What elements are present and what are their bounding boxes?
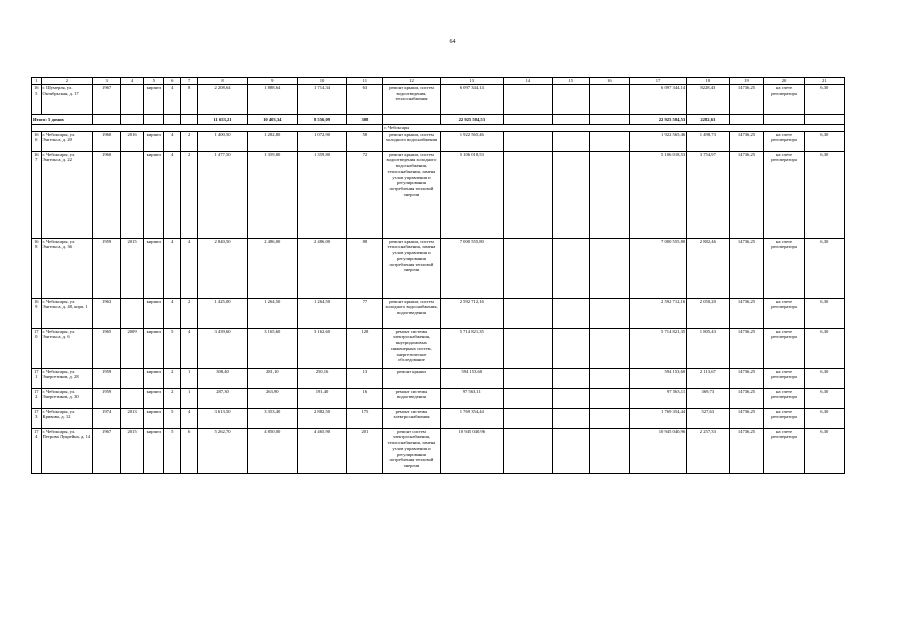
residents-count-cell: 128: [347, 328, 383, 368]
works-cell: ремонт систем электроснабжения, теплоснабжения, замена узлов управления и регулирования потребления тепловой энергии: [383, 428, 440, 473]
max-cost-cell: 14736,25: [729, 328, 764, 368]
overhaul-register-table: [31, 77, 845, 474]
row-number: 170: [32, 328, 42, 368]
column-number: 7: [181, 78, 198, 85]
residents-count-cell: 58: [347, 131, 383, 151]
total-unit-cost: 2282,63: [687, 115, 729, 125]
residents-area-cell: 2 486,00: [297, 238, 347, 298]
wall-material-cell: кирпич: [144, 328, 164, 368]
empty-cell: [552, 238, 589, 298]
total-area-cell: 2 208,64: [198, 85, 248, 115]
cost-cell: 10 945 040,96: [440, 428, 504, 473]
apartments-area-cell: 281,10: [247, 368, 297, 388]
empty-cell: [504, 368, 553, 388]
residents-count-cell: 63: [347, 85, 383, 115]
city-heading: г. Чебоксары: [383, 125, 845, 132]
table-row: [32, 85, 845, 115]
column-number: 13: [440, 78, 504, 85]
residents-area-cell: 4 465,90: [297, 428, 347, 473]
apartments-area-cell: 2 486,00: [247, 238, 297, 298]
c21-cell: 6,30: [804, 328, 844, 368]
residents-count-cell: 175: [347, 408, 383, 428]
empty-cell: [552, 408, 589, 428]
cost-cell: 1 769 354,44: [440, 408, 504, 428]
unit-cost-cell: 1 805,43: [687, 328, 729, 368]
fund-method-cell: на счете регоператора: [764, 328, 804, 368]
wall-material-cell: кирпич: [144, 238, 164, 298]
unit-cost-cell: 8228,43: [687, 85, 729, 115]
fund-method-cell: на счете регоператора: [764, 428, 804, 473]
empty-cell: [504, 408, 553, 428]
floors-cell: 2: [164, 368, 181, 388]
year-built-cell: 1959: [93, 388, 121, 408]
residents-area-cell: 1 359,80: [297, 151, 347, 238]
owners-cost-cell: 97 563,11: [630, 388, 687, 408]
cost-cell: 2 592 712,16: [440, 298, 504, 328]
wall-material-cell: кирпич: [144, 388, 164, 408]
unit-cost-cell: 2 257,33: [687, 428, 729, 473]
wall-material-cell: кирпич: [144, 131, 164, 151]
year-overhaul-cell: [120, 151, 143, 238]
max-cost-cell: 14736,25: [729, 298, 764, 328]
column-number: 19: [729, 78, 764, 85]
floors-cell: 4: [164, 238, 181, 298]
residents-area-cell: 1 072,90: [297, 131, 347, 151]
column-number: 1: [32, 78, 42, 85]
apartments-area-cell: 1 264,50: [247, 298, 297, 328]
empty-cell: [552, 328, 589, 368]
column-number: 5: [144, 78, 164, 85]
total-area-cell: 308,40: [198, 368, 248, 388]
total-residents-area: 8 556,09: [297, 115, 347, 125]
cost-cell: 5 714 821,35: [440, 328, 504, 368]
c21-cell: 6,30: [804, 368, 844, 388]
total-area-cell: 287,30: [198, 388, 248, 408]
empty-cell: [589, 85, 629, 115]
unit-cost-cell: 2 882,46: [687, 238, 729, 298]
empty-cell: [589, 408, 629, 428]
entrances-cell: 4: [181, 238, 198, 298]
works-cell: ремонт системы водоотведения: [383, 388, 440, 408]
year-overhaul-cell: 2013: [120, 408, 143, 428]
max-cost-cell: 14736,25: [729, 408, 764, 428]
address-cell: г. Чебоксары, ул. Энгельса, д. 20: [41, 131, 93, 151]
unit-cost-cell: 369,73: [687, 388, 729, 408]
entrances-cell: 6: [181, 428, 198, 473]
wall-material-cell: кирпич: [144, 85, 164, 115]
floors-cell: 4: [164, 151, 181, 238]
total-row: [32, 115, 845, 125]
floors-cell: 5: [164, 408, 181, 428]
year-built-cell: 1965: [93, 328, 121, 368]
column-number: 21: [804, 78, 844, 85]
entrances-cell: 2: [181, 131, 198, 151]
max-cost-cell: 14736,25: [729, 238, 764, 298]
apartments-area-cell: 263,90: [247, 388, 297, 408]
empty-cell: [552, 131, 589, 151]
floors-cell: 2: [164, 388, 181, 408]
empty-cell: [552, 388, 589, 408]
empty-cell: [504, 151, 553, 238]
empty-cell: [589, 131, 629, 151]
column-number: 17: [630, 78, 687, 85]
cost-cell: 1 922 565,46: [440, 131, 504, 151]
entrances-cell: 4: [181, 328, 198, 368]
row-number: 165: [32, 85, 42, 115]
works-cell: ремонт крыши, систем теплоснабжения, замена узлов управления и регулирования потребления тепловой энергии: [383, 238, 440, 298]
c21-cell: 6,30: [804, 428, 844, 473]
works-cell: ремонт крыши, систем холодного водоснабжения, водоотведения: [383, 298, 440, 328]
floors-cell: 5: [164, 428, 181, 473]
unit-cost-cell: 527,63: [687, 408, 729, 428]
cost-cell: 7 000 555,80: [440, 238, 504, 298]
c21-cell: 6,30: [804, 85, 844, 115]
c21-cell: 6,30: [804, 238, 844, 298]
works-cell: ремонт крыши, систем водоотведения, теплоснабжения: [383, 85, 440, 115]
total-area: 11 653,21: [198, 115, 248, 125]
column-number: 10: [297, 78, 347, 85]
total-area-cell: 1 425,00: [198, 298, 248, 328]
wall-material-cell: кирпич: [144, 408, 164, 428]
c21-cell: 6,30: [804, 131, 844, 151]
year-built-cell: 1960: [93, 131, 121, 151]
address-cell: г. Шумерля, ул. Октябрьская, д. 17: [41, 85, 93, 115]
empty-cell: [589, 388, 629, 408]
year-built-cell: 1960: [93, 151, 121, 238]
owners-cost-cell: 1 922 565,46: [630, 131, 687, 151]
year-built-cell: 1959: [93, 238, 121, 298]
column-number: 9: [247, 78, 297, 85]
cost-cell: 5 106 018,53: [440, 151, 504, 238]
row-number: 174: [32, 428, 42, 473]
table-row: [32, 388, 845, 408]
row-number: 173: [32, 408, 42, 428]
floors-cell: 4: [164, 85, 181, 115]
max-cost-cell: 14736,25: [729, 131, 764, 151]
year-built-cell: 1974: [93, 408, 121, 428]
empty-cell: [504, 85, 553, 115]
empty-cell: [589, 298, 629, 328]
unit-cost-cell: 2 050,20: [687, 298, 729, 328]
owners-cost-cell: 2 592 712,16: [630, 298, 687, 328]
residents-count-cell: 88: [347, 238, 383, 298]
max-cost-cell: 14736,25: [729, 85, 764, 115]
empty-cell: [552, 85, 589, 115]
cost-cell: 6 097 344,14: [440, 85, 504, 115]
residents-area-cell: 1 264,50: [297, 298, 347, 328]
c21-cell: 6,30: [804, 298, 844, 328]
empty-cell: [504, 388, 553, 408]
owners-cost-cell: 5 106 018,53: [630, 151, 687, 238]
column-number: 3: [93, 78, 121, 85]
max-cost-cell: 14736,25: [729, 428, 764, 473]
apartments-area-cell: 4 850,00: [247, 428, 297, 473]
table-row: [32, 408, 845, 428]
table-row: [32, 328, 845, 368]
table-row: [32, 131, 845, 151]
works-cell: ремонт крыши, систем водоотведения холодного водоснабжения, теплоснабжения, замена узлов управления и регулирования потребления тепловой энергии: [383, 151, 440, 238]
apartments-area-cell: 3 353,40: [247, 408, 297, 428]
column-number: 11: [347, 78, 383, 85]
year-built-cell: 1967: [93, 428, 121, 473]
address-cell: г. Чебоксары, ул. Кривова, д. 12: [41, 408, 93, 428]
column-number: 8: [198, 78, 248, 85]
empty-cell: [552, 151, 589, 238]
column-number: 2: [41, 78, 93, 85]
fund-method-cell: на счете регоператора: [764, 238, 804, 298]
year-built-cell: 1959: [93, 368, 121, 388]
floors-cell: 5: [164, 328, 181, 368]
column-number: 18: [687, 78, 729, 85]
works-cell: ремонт крыши: [383, 368, 440, 388]
year-overhaul-cell: [120, 368, 143, 388]
works-cell: ремонт системы электроснабжения: [383, 408, 440, 428]
fund-method-cell: на счете регоператора: [764, 368, 804, 388]
year-overhaul-cell: 2015: [120, 238, 143, 298]
fund-method-cell: на счете регоператора: [764, 151, 804, 238]
row-number: 167: [32, 151, 42, 238]
empty-cell: [504, 298, 553, 328]
address-cell: г. Чебоксары, ул. Энгельса, д. 48, корп. 1: [41, 298, 93, 328]
row-number: 166: [32, 131, 42, 151]
entrances-cell: 2: [181, 298, 198, 328]
total-label: Итого: 5 домов: [32, 115, 93, 125]
max-cost-cell: 14736,25: [729, 151, 764, 238]
empty-cell: [504, 428, 553, 473]
year-built-cell: 1967: [93, 85, 121, 115]
entrances-cell: 4: [181, 408, 198, 428]
address-cell: г. Чебоксары, ул. Энгельса, д. 36: [41, 238, 93, 298]
empty-cell: [552, 428, 589, 473]
total-area-cell: 3 439,60: [198, 328, 248, 368]
residents-count-cell: 72: [347, 151, 383, 238]
wall-material-cell: кирпич: [144, 368, 164, 388]
year-built-cell: 1963: [93, 298, 121, 328]
residents-area-cell: 1 714,34: [297, 85, 347, 115]
fund-method-cell: на счете регоператора: [764, 408, 804, 428]
column-number: 20: [764, 78, 804, 85]
entrances-cell: 1: [181, 388, 198, 408]
empty-cell: [589, 238, 629, 298]
year-overhaul-cell: 2016: [120, 131, 143, 151]
unit-cost-cell: 1 498,73: [687, 131, 729, 151]
column-number-row: [32, 78, 845, 85]
c21-cell: 6,30: [804, 388, 844, 408]
column-number: 14: [504, 78, 553, 85]
residents-count-cell: 201: [347, 428, 383, 473]
unit-cost-cell: 3 754,97: [687, 151, 729, 238]
empty-cell: [552, 368, 589, 388]
row-number: 171: [32, 368, 42, 388]
fund-method-cell: на счете регоператора: [764, 85, 804, 115]
apartments-area-cell: 1 359,80: [247, 151, 297, 238]
total-area-cell: 5 262,70: [198, 428, 248, 473]
cost-cell: 97 563,11: [440, 388, 504, 408]
residents-area-cell: 3 162,60: [297, 328, 347, 368]
floors-cell: 4: [164, 298, 181, 328]
address-cell: г. Чебоксары, ул. Энгельса, д. 22: [41, 151, 93, 238]
empty-cell: [589, 368, 629, 388]
owners-cost-cell: 594 153,60: [630, 368, 687, 388]
empty-cell: [589, 428, 629, 473]
residents-area-cell: 2 882,50: [297, 408, 347, 428]
apartments-area-cell: 1 888,64: [247, 85, 297, 115]
floors-cell: 4: [164, 131, 181, 151]
table-row: [32, 151, 845, 238]
total-apartments-area: 10 403,34: [247, 115, 297, 125]
empty-cell: [552, 298, 589, 328]
residents-count-cell: 13: [347, 368, 383, 388]
table-row: [32, 428, 845, 473]
year-overhaul-cell: 2009: [120, 328, 143, 368]
table-row: [32, 238, 845, 298]
fund-method-cell: на счете регоператора: [764, 298, 804, 328]
column-number: 6: [164, 78, 181, 85]
empty-cell: [589, 151, 629, 238]
works-cell: ремонт системы электроснабжения, внутридомовых инженерных систем, энергетическое обследование: [383, 328, 440, 368]
total-area-cell: 1 477,50: [198, 151, 248, 238]
column-number: 12: [383, 78, 440, 85]
wall-material-cell: кирпич: [144, 298, 164, 328]
owners-cost-cell: 6 097 344,14: [630, 85, 687, 115]
row-number: 168: [32, 238, 42, 298]
address-cell: г. Чебоксары, ул. Энергетиков, д. 28: [41, 368, 93, 388]
total-cost: 22 925 584,53: [440, 115, 504, 125]
owners-cost-cell: 7 000 555,80: [630, 238, 687, 298]
address-cell: г. Чебоксары, ул. Петрова Лукрейна, д. 14: [41, 428, 93, 473]
owners-cost-cell: 5 714 821,35: [630, 328, 687, 368]
city-heading-row: [32, 125, 845, 132]
residents-count-cell: 16: [347, 388, 383, 408]
fund-method-cell: на счете регоператора: [764, 131, 804, 151]
max-cost-cell: 14736,25: [729, 368, 764, 388]
fund-method-cell: на счете регоператора: [764, 388, 804, 408]
c21-cell: 6,30: [804, 151, 844, 238]
empty-cell: [504, 328, 553, 368]
entrances-cell: 2: [181, 151, 198, 238]
wall-material-cell: кирпич: [144, 428, 164, 473]
year-overhaul-cell: 2015: [120, 428, 143, 473]
year-overhaul-cell: [120, 388, 143, 408]
max-cost-cell: 14736,25: [729, 388, 764, 408]
apartments-area-cell: 1 282,80: [247, 131, 297, 151]
residents-area-cell: 250,16: [297, 368, 347, 388]
entrances-cell: 8: [181, 85, 198, 115]
table-row: [32, 368, 845, 388]
owners-cost-cell: 10 945 040,96: [630, 428, 687, 473]
empty-cell: [504, 131, 553, 151]
total-area-cell: 1 400,50: [198, 131, 248, 151]
table-row: [32, 298, 845, 328]
owners-cost-cell: 1 769 354,44: [630, 408, 687, 428]
unit-cost-cell: 2 113,67: [687, 368, 729, 388]
year-overhaul-cell: [120, 298, 143, 328]
address-cell: г. Чебоксары, ул. Энергетиков, д. 30: [41, 388, 93, 408]
total-area-cell: 2 840,50: [198, 238, 248, 298]
page-number: 64: [449, 39, 456, 45]
c21-cell: 6,30: [804, 408, 844, 428]
total-residents: 308: [347, 115, 383, 125]
wall-material-cell: кирпич: [144, 151, 164, 238]
year-overhaul-cell: [120, 85, 143, 115]
column-number: 4: [120, 78, 143, 85]
address-cell: г. Чебоксары, ул. Энгельса, д. 6: [41, 328, 93, 368]
cost-cell: 594 153,60: [440, 368, 504, 388]
total-owners-cost: 22 925 584,53: [630, 115, 687, 125]
apartments-area-cell: 3 165,60: [247, 328, 297, 368]
entrances-cell: 1: [181, 368, 198, 388]
empty-cell: [589, 328, 629, 368]
row-number: 172: [32, 388, 42, 408]
works-cell: ремонт крыши, систем холодного водоснабжения: [383, 131, 440, 151]
total-area-cell: 3 613,50: [198, 408, 248, 428]
row-number: 169: [32, 298, 42, 328]
residents-count-cell: 77: [347, 298, 383, 328]
residents-area-cell: 191,40: [297, 388, 347, 408]
column-number: 16: [589, 78, 629, 85]
empty-cell: [504, 238, 553, 298]
column-number: 15: [552, 78, 589, 85]
